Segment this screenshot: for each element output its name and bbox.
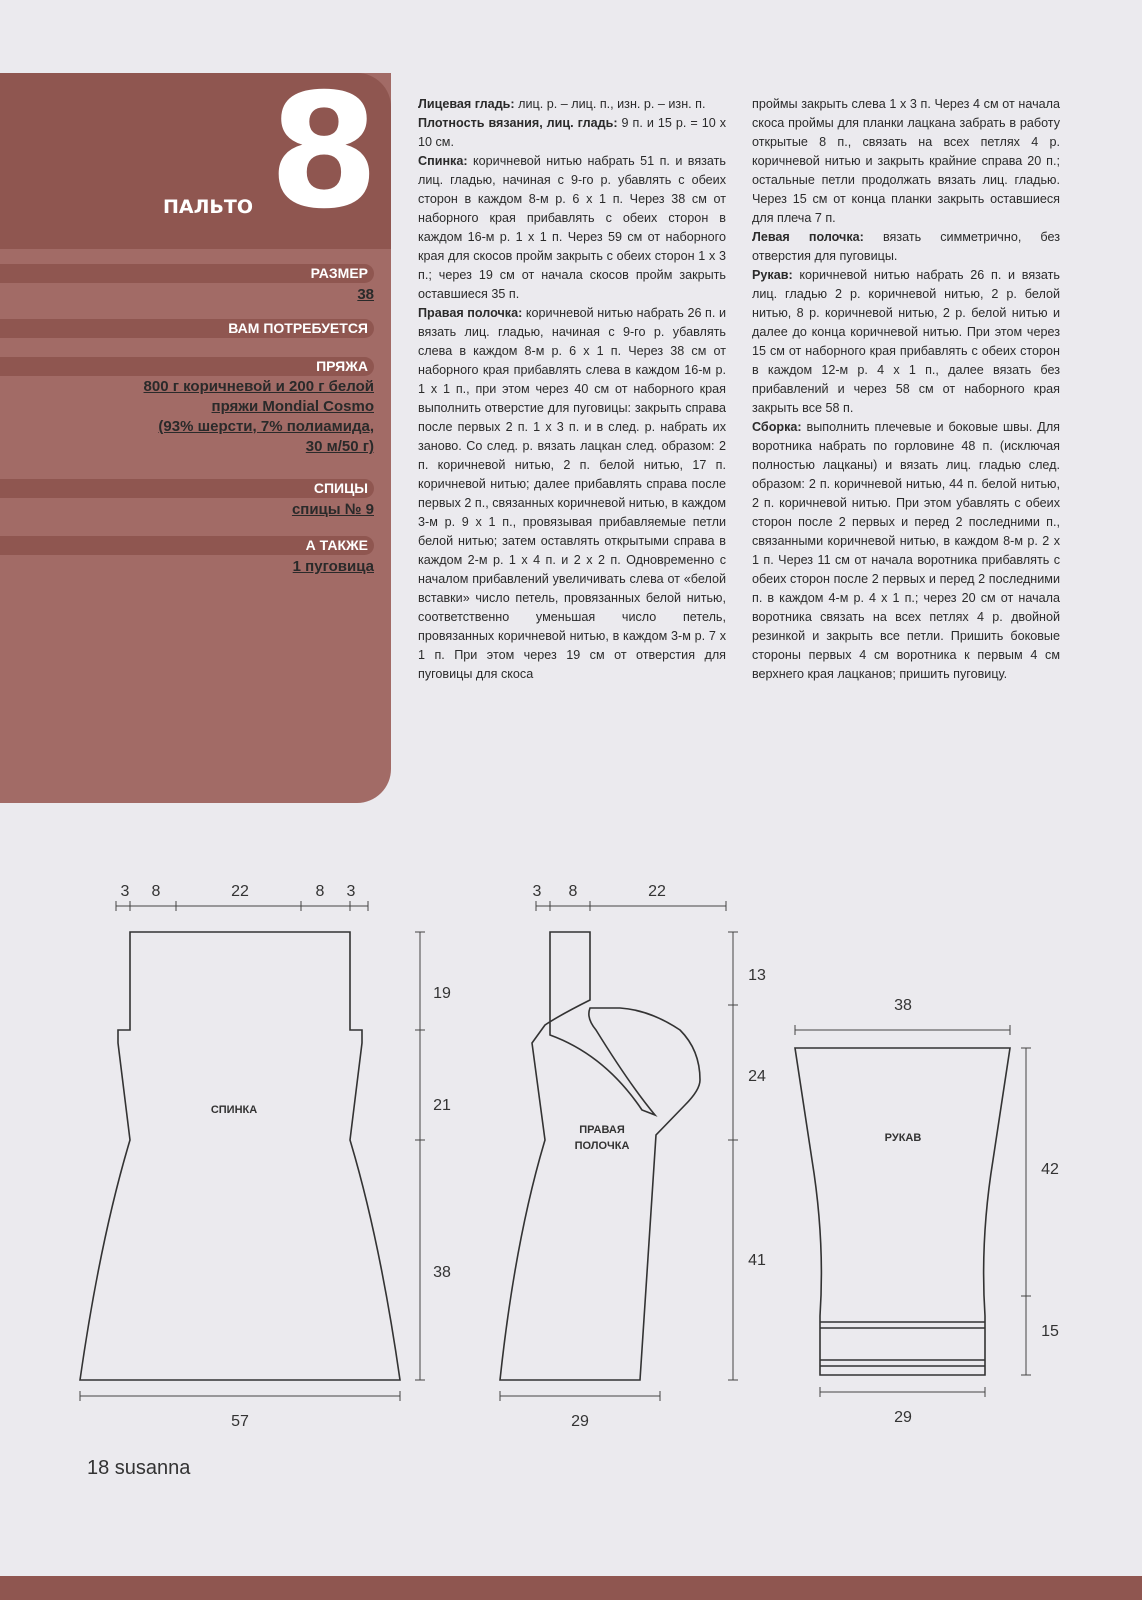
sleeve-right-dim-1: 42 — [1041, 1161, 1059, 1178]
front-piece-outline — [500, 932, 700, 1380]
sleeve-text: коричневой нитью набрать 26 п. и вязать лиц. гладью 2 р. коричневой нитью, 2 р. белой нитью, 8 р. коричневой нитью, 2 р. белой нитью и далее до конца коричневой нитью. При этом через 15 см от наборного края прибавлять с обеих сторон в каждом 12-м р. 4 х 1 п., далее вязать без прибавлений и через 58 см от наборного края закрыть все 58 п. — [752, 268, 1060, 415]
stockinette-heading: Лицевая гладь: — [418, 97, 515, 111]
front-piece-label-line-2: ПОЛОЧКА — [574, 1140, 630, 1152]
back-top-dim-3: 22 — [231, 883, 249, 900]
gauge-heading: Плотность вязания, лиц. гладь: — [418, 116, 618, 130]
sleeve-top-dim: 38 — [894, 997, 912, 1014]
back-right-dim-1: 19 — [433, 985, 451, 1002]
right-front-continued-text: проймы закрыть слева 1 х 3 п. Через 4 см от начала скоса проймы для планки лацкана забрать в работу открытые 8 п., связать на всех петлях 4 р. коричневой нитью и закрыть крайние справа 20 п.; остальные петли продолжать вязать лиц. гладью. Через 15 см от конца планки закрыть оставшиеся для плеча 7 п. — [752, 97, 1060, 225]
pattern-number: 8 — [269, 60, 379, 244]
assembly-heading: Сборка: — [752, 420, 802, 434]
sleeve-piece-outline — [795, 1048, 1010, 1375]
assembly-text: выполнить плечевые и боковые швы. Для воротника набрать по горловине 48 п. (исключая полностью лацканы) и вязать лиц. гладью след. образом: 2 п. коричневой нитью, 44 п. белой нитью, 2 п. коричневой нитью. При этом убавлять с обеих сторон после 2 первых и перед 2 последними п., связанными коричневой нитью, в каждом 8-м р. 2 х 1 п. Через 11 см от начала воротника прибавлять с обеих сторон после 2 первых и перед 2 последними п. в каждом 4-м р. 4 х 1 п.; через 20 см от начала воротника связать на всех петлях 4 р. двойной резинкой и закрыть все петли. Пришить боковые стороны первых 4 см воротника к первым 4 см верхнего края лацканов; пришить пуговицу. — [752, 420, 1060, 681]
size-header: РАЗМЕР — [0, 264, 374, 283]
front-right-dim-3: 41 — [748, 1252, 766, 1269]
back-heading: Спинка: — [418, 154, 468, 168]
requirements-header: ВАМ ПОТРЕБУЕТСЯ — [0, 319, 374, 338]
front-piece-label-line-1: ПРАВАЯ — [579, 1124, 625, 1136]
sleeve-bottom-dim: 29 — [894, 1409, 912, 1426]
bottom-bar — [0, 1576, 1142, 1600]
yarn-line-4: 30 м/50 г) — [305, 438, 374, 455]
page-footer: 18 susanna — [87, 1457, 191, 1479]
extras-value: 1 пуговица — [292, 558, 374, 575]
pattern-title: ПАЛЬТО — [163, 196, 253, 218]
back-top-dim-2: 8 — [151, 883, 161, 900]
front-top-dim-1: 3 — [532, 883, 542, 900]
back-right-dim-3: 38 — [433, 1264, 451, 1281]
left-front-heading: Левая полочка: — [752, 230, 864, 244]
back-top-dim-5: 3 — [346, 883, 356, 900]
back-top-dim-4: 8 — [315, 883, 325, 900]
left-front-text: вязать симметрично, без отверстия для пуговицы. — [752, 230, 1060, 263]
back-piece-label: СПИНКА — [210, 1104, 258, 1116]
back-piece-outline — [80, 932, 400, 1380]
yarn-line-2: пряжи Mondial Cosmo — [211, 398, 374, 415]
stockinette-text: лиц. р. – лиц. п., изн. р. – изн. п. — [514, 97, 706, 111]
right-front-text: коричневой нитью набрать 26 п. и вязать лиц. гладью, начиная с 9-го р. убавлять слева в каждом 8-м р. 6 х 1 п. Через 38 см от наборного края прибавлять слева в каждом 16-м р. 1 х 1 п., при этом через 40 см от наборного края выполнить отверстие для пуговицы: закрыть справа после первых 2 п. 1 х 3 п. и в след. р. набрать их заново. Со след. р. вязать лацкан след. образом: 2 п. коричневой нитью, 2 п. белой нитью, 17 п. коричневой нитью; далее прибавлять справа после первых 2 п., связанных коричневой нитью, в каждом 3-м р. 9 х 1 п., провязывая прибавляемые петли белой нитью; затем оставлять открытыми справа в каждом 2-м р. 1 х 4 п. и 2 х 2 п. Одновременно с началом прибавлений увеличивать слева от «белой вставки» число петель, провязанных белой нитью, соответственно уменьшая число петель, провязанных коричневой нитью, в каждом 3-м р. 7 х 1 п. При этом через 19 см от отверстия для пуговицы для скоса — [418, 306, 726, 681]
back-right-dim-2: 21 — [433, 1097, 451, 1114]
front-top-dim-3: 22 — [648, 883, 666, 900]
front-right-dim-2: 24 — [748, 1068, 766, 1085]
front-top-dim-2: 8 — [568, 883, 578, 900]
back-top-dim-1: 3 — [120, 883, 130, 900]
gauge-text: 9 п. и 15 р. = 10 х 10 см. — [418, 116, 726, 149]
sleeve-heading: Рукав: — [752, 268, 793, 282]
yarn-header: ПРЯЖА — [0, 357, 374, 376]
sleeve-piece-label: РУКАВ — [884, 1132, 922, 1144]
back-bottom-dim: 57 — [231, 1413, 249, 1430]
yarn-line-3: (93% шерсти, 7% полиамида, — [158, 418, 374, 435]
size-value: 38 — [357, 286, 374, 303]
right-front-heading: Правая полочка: — [418, 306, 523, 320]
yarn-line-1: 800 г коричневой и 200 г белой — [143, 378, 374, 395]
extras-header: А ТАКЖЕ — [0, 536, 374, 555]
back-text: коричневой нитью набрать 51 п. и вязать лиц. гладью, начиная с 9-го р. убавлять с обеих сторон в каждом 8-м р. 6 х 1 п. Через 38 см от наборного края прибавлять с обеих сторон в каждом 16-м р. 1 х 1 п. Через 59 см от наборного края для скосов пройм закрыть с обеих сторон 1 х 3 п.; через 19 см от начала скосов пройм закрыть оставшиеся 35 п. — [418, 154, 726, 301]
sleeve-right-dim-2: 15 — [1041, 1323, 1059, 1340]
front-right-dim-1: 13 — [748, 967, 766, 984]
front-bottom-dim: 29 — [571, 1413, 589, 1430]
needles-value: спицы № 9 — [291, 501, 374, 518]
needles-header: СПИЦЫ — [0, 479, 374, 498]
